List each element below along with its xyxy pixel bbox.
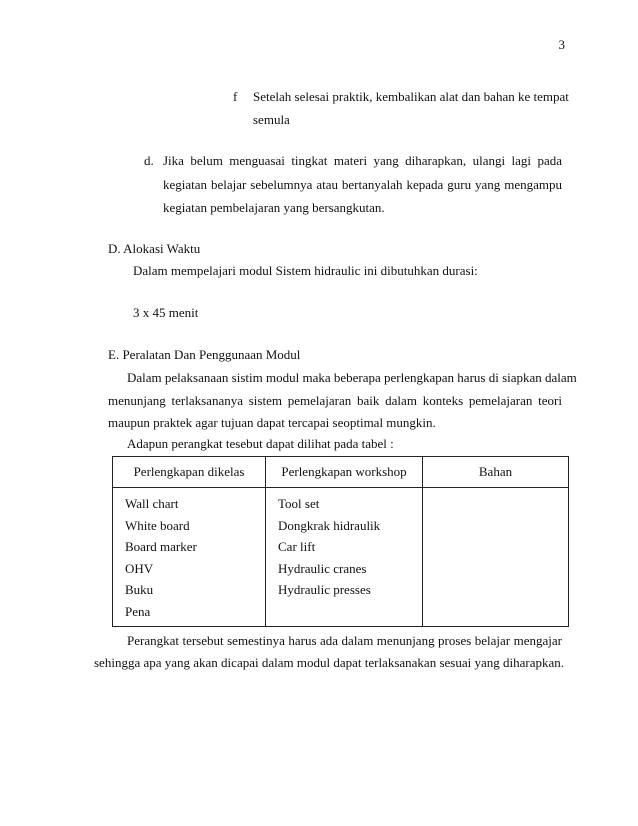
section-d-text: Dalam mempelajari modul Sistem hidraulic ini dibutuhkan durasi: [133,263,478,278]
list-item: Car lift [278,539,316,554]
item-f-line1: Setelah selesai praktik, kembalikan alat dan bahan ke tempat [253,89,569,104]
list-item: White board [125,517,190,533]
classroom-equipment-cell [113,488,266,627]
list-item: OHV [125,560,154,576]
list-item: Hydraulic presses [278,582,371,597]
list-item: Buku [125,582,154,597]
item-f-marker: f [233,89,238,104]
section-e-para1-line2: menunjang terlaksananya sistem pemelajaran baik dalam konteks pemelajaran teori [108,393,562,408]
section-e-para1-line3: maupun praktek agar tujuan dapat tercapai seoptimal mungkin. [108,415,436,430]
section-d-duration: 3 x 45 menit [133,305,199,320]
materials-cell [423,488,569,627]
table-header-cell: Perlengkapan dikelas [113,457,266,488]
closing-line1: Perangkat tersebut semestinya harus ada dalam menunjang proses belajar mengajar [127,633,562,648]
list-item: Hydraulic cranes [278,560,367,576]
item-d-line3: kegiatan pembelajaran yang bersangkutan. [163,200,385,215]
table-header-cell: Bahan [423,457,569,488]
list-item: Board marker [125,539,197,554]
workshop-equipment-cell [266,488,423,627]
table-header-row [113,457,569,488]
item-d-marker: d. [144,153,154,168]
section-e-heading: E. Peralatan Dan Penggunaan Modul [108,347,301,362]
item-d-line2: kegiatan belajar sebelumnya atau bertanyalah kepada guru yang mengampu [163,177,562,192]
item-d-line1: Jika belum menguasai tingkat materi yang diharapkan, ulangi lagi pada [163,153,562,168]
table-row [113,488,569,627]
table-header-cell: Perlengkapan workshop [266,457,423,488]
section-e-para1-line1: Dalam pelaksanaan sistim modul maka beberapa perlengkapan harus di siapkan dalam [127,370,577,385]
list-item: Tool set [278,496,320,511]
section-d-heading: D. Alokasi Waktu [108,241,201,256]
list-item: Pena [125,603,151,619]
equipment-table [112,456,569,627]
list-item: Dongkrak hidraulik [278,517,381,533]
closing-line2: sehingga apa yang akan dicapai dalam modul dapat terlaksanakan sesuai yang diharapkan. [94,655,564,670]
section-e-para2: Adapun perangkat tesebut dapat dilihat pada tabel : [127,436,394,451]
page-number: 3 [558,37,565,52]
list-item: Wall chart [125,496,179,511]
item-f-line2: semula [253,112,290,127]
